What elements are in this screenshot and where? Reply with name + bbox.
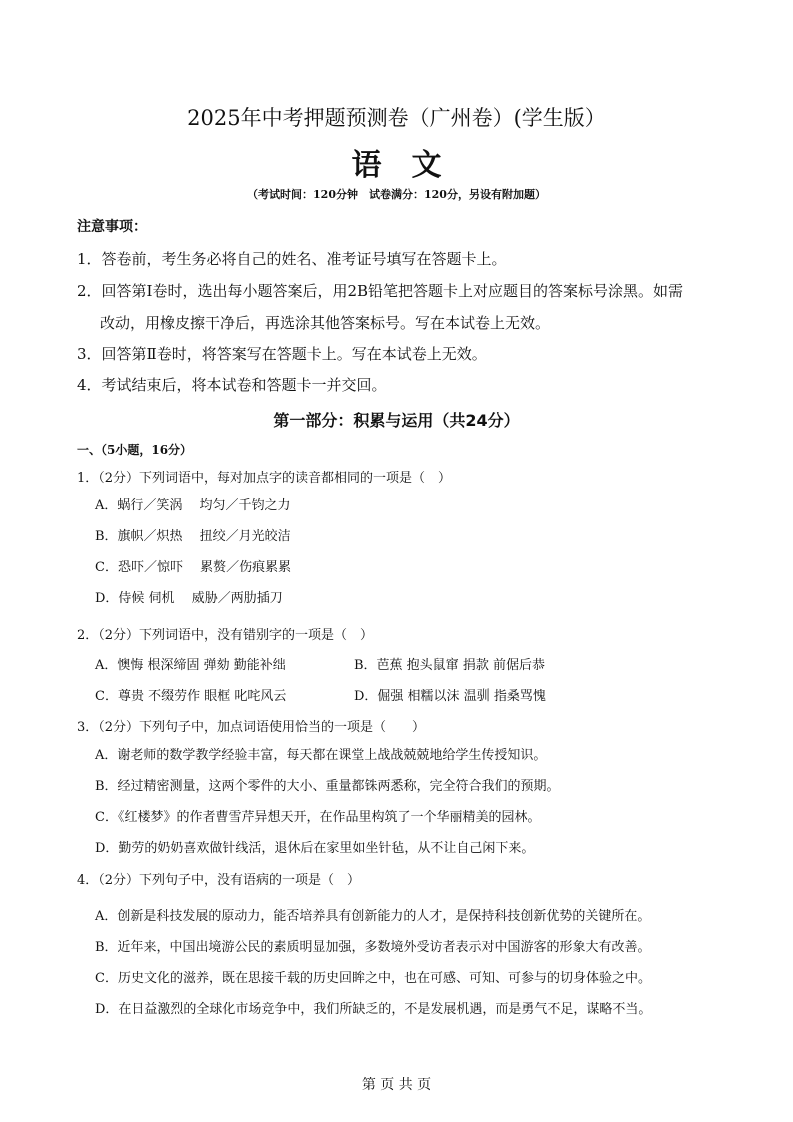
question-1-option-c: C．恐吓／惊吓 累赘／伤痕累累 — [95, 560, 292, 575]
section-heading: 一、（5小题，16分） — [77, 443, 193, 457]
notice-item-continuation: 改动，用橡皮擦干净后，再选涂其他答案标号。写在本试卷上无效。 — [100, 314, 551, 332]
question-3-option-d: D．勤劳的奶奶喜欢做针线活，退休后在家里如坐针毡，从不让自己闲下来。 — [95, 841, 535, 856]
question-2-option-d: D．倔强 相糯以沫 温驯 指桑骂愧 — [354, 689, 546, 704]
notice-item: 4．考试结束后，将本试卷和答题卡一并交回。 — [77, 376, 387, 394]
question-4-option-b: B．近年来，中国出境游公民的素质明显加强，多数境外受访者表示对中国游客的形象大有改善。 — [95, 940, 651, 955]
question-4-option-a: A．创新是科技发展的原动力，能否培养具有创新能力的人才，是保持科技创新优势的关键所在。 — [95, 909, 651, 924]
subject-heading: 语文 — [351, 148, 472, 183]
question-3-stem: 3．（2分）下列句子中，加点词语使用恰当的一项是（ ） — [77, 720, 426, 735]
notice-item: 3．回答第Ⅱ卷时，将答案写在答题卡上。写在本试卷上无效。 — [77, 345, 487, 363]
notice-item: 2．回答第Ⅰ卷时，选出每小题答案后，用2B铅笔把答题卡上对应题目的答案标号涂黑。如需 — [77, 282, 684, 300]
question-4-stem: 4．（2分）下列句子中，没有语病的一项是（ ） — [77, 873, 361, 888]
question-3-option-b: B．经过精密测量，这两个零件的大小、重量都铢两悉称，完全符合我们的预期。 — [95, 779, 560, 794]
question-2-option-b: B．芭蕉 抱头鼠窜 捐款 前倨后恭 — [354, 658, 545, 673]
question-1-stem: 1．（2分）下列词语中，每对加点字的读音都相同的一项是（ ） — [77, 471, 452, 486]
part-heading: 第一部分：积累与运用（共24分） — [273, 411, 520, 430]
question-4-option-d: D．在日益激烈的全球化市场竞争中，我们所缺乏的，不是发展机遇，而是勇气不足，谋略不当。 — [95, 1002, 652, 1017]
question-2-option-a: A．懊悔 根深缔固 弹劾 勤能补绌 — [95, 658, 286, 673]
question-1-option-a: A．蜗行／笑涡 均匀／千钧之力 — [95, 498, 291, 513]
notice-item: 1．答卷前，考生务必将自己的姓名、准考证号填写在答题卡上。 — [77, 250, 507, 268]
exam-title: 2025年中考押题预测卷（广州卷）(学生版） — [187, 106, 606, 130]
question-2-stem: 2．（2分）下列词语中，没有错别字的一项是（ ） — [77, 628, 374, 643]
question-2-option-c: C．尊贵 不缀劳作 眼框 叱咤风云 — [95, 689, 287, 704]
question-3-option-a: A．谢老师的数学教学经验丰富，每天都在课堂上战战兢兢地给学生传授知识。 — [95, 748, 547, 763]
question-4-option-c: C．历史文化的滋养，既在思接千载的历史回眸之中，也在可感、可知、可参与的切身体验之中。 — [95, 971, 651, 986]
question-3-option-c: C．《红楼梦》的作者曹雪芹异想天开，在作品里构筑了一个华丽精美的园林。 — [95, 810, 541, 825]
exam-info: （考试时间：120分钟 试卷满分：120分，另设有附加题） — [247, 188, 546, 201]
question-1-option-b: B．旗帜／炽热 扭绞／月光皎洁 — [95, 529, 291, 544]
page-footer: 第 页 共 页 — [361, 1077, 432, 1093]
notice-heading: 注意事项： — [77, 219, 147, 235]
question-1-option-d: D．侍候 伺机 威胁／两肋插刀 — [95, 591, 283, 606]
